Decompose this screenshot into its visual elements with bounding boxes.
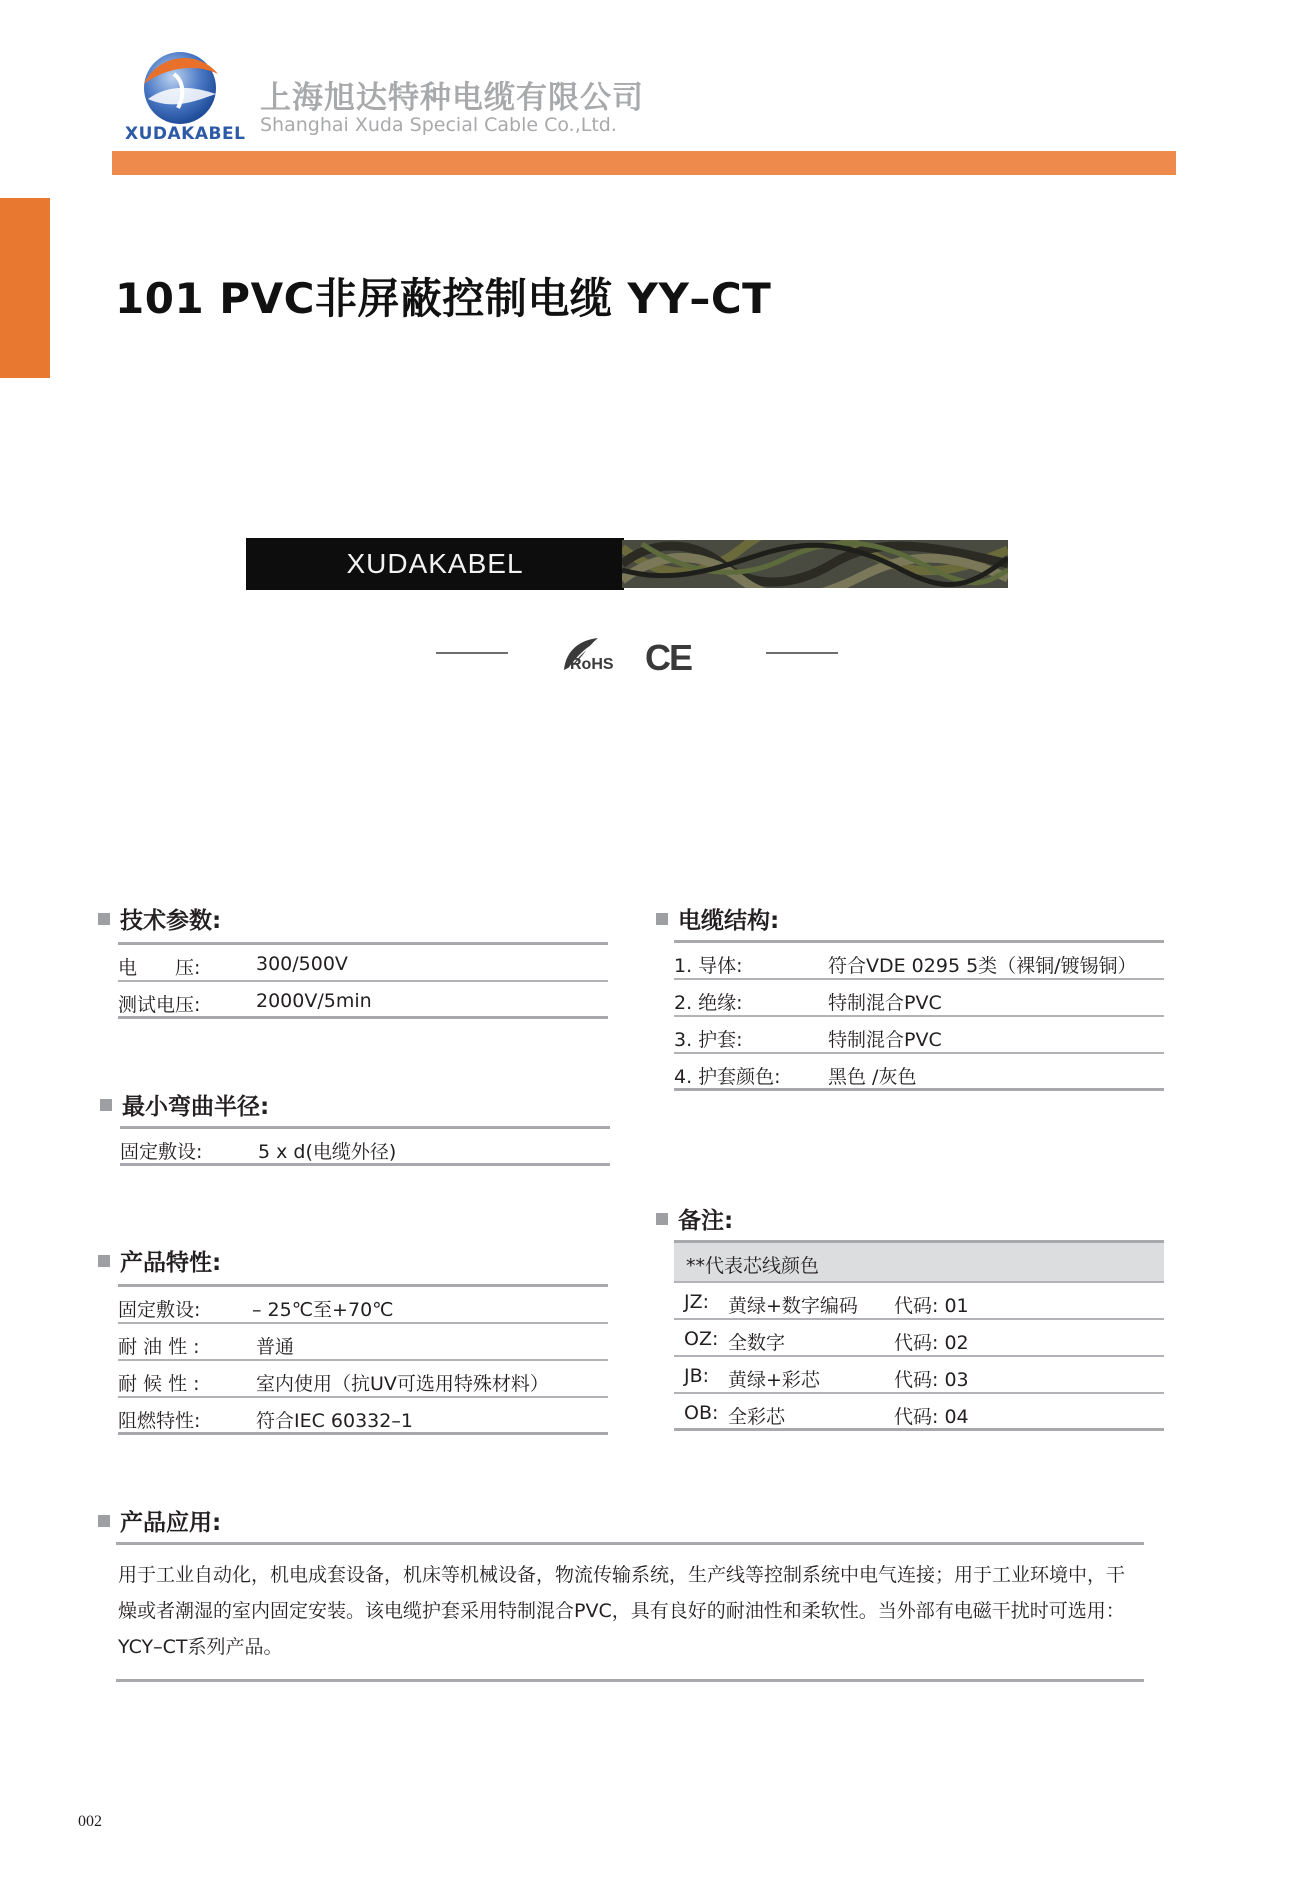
section-bend-heading — [100, 1088, 269, 1121]
table-row — [118, 945, 608, 982]
tech-label: 电 压: — [118, 957, 201, 979]
props-value: 室内使用（抗UV可选用特殊材料） — [256, 1373, 549, 1395]
cert-divider-left — [436, 652, 508, 654]
structure-label: 2. 绝缘: — [674, 992, 743, 1014]
table-row — [120, 1129, 610, 1166]
table-row — [118, 1361, 608, 1398]
notes-table — [674, 1240, 1164, 1431]
notes-desc: 全数字 — [728, 1332, 786, 1354]
bend-value: 5 x d(电缆外径) — [258, 1141, 397, 1163]
side-tab-marker — [0, 198, 50, 378]
notes-type: JZ: — [684, 1291, 710, 1313]
section-application-heading — [98, 1504, 221, 1537]
cable-cores-icon — [622, 540, 1008, 588]
application-text: 用于工业自动化，机电成套设备，机床等机械设备，物流传输系统，生产线等控制系统中电气连接；用于工业环境中，干燥或者潮湿的室内固定安装。该电缆护套采用特制混合PVC，具有良好的耐油性和柔软性。当外部有电磁干扰时可选用：YCY–CT系列产品。 — [118, 1564, 1126, 1658]
header-accent-bar — [112, 151, 1176, 175]
section-bend-title: 最小弯曲半径: — [122, 1094, 270, 1120]
notes-code: 代码: 04 — [894, 1406, 969, 1428]
page-number: 002 — [78, 1813, 102, 1830]
company-name-cn: 上海旭达特种电缆有限公司 — [260, 80, 644, 116]
section-bullet-icon — [98, 1255, 110, 1267]
section-bullet-icon — [100, 1099, 112, 1111]
company-name-en: Shanghai Xuda Special Cable Co.,Ltd. — [260, 114, 617, 136]
section-tech-heading — [98, 902, 221, 935]
table-row — [674, 1283, 1164, 1320]
section-notes-title: 备注: — [678, 1208, 734, 1234]
logo-wordmark: XUDAKABEL — [125, 124, 246, 144]
structure-value: 黑色 /灰色 — [828, 1066, 917, 1088]
notes-code: 代码: 03 — [894, 1369, 969, 1391]
props-label: 耐 油 性 : — [118, 1336, 200, 1358]
table-row — [118, 982, 608, 1019]
structure-value: 符合VDE 0295 5类（裸铜/镀锡铜） — [828, 955, 1137, 977]
application-box — [116, 1542, 1144, 1682]
tech-value: 2000V/5min — [256, 990, 372, 1012]
structure-table — [674, 940, 1164, 1091]
cable-brand-text: XUDAKABEL — [346, 548, 524, 579]
section-bullet-icon — [98, 913, 110, 925]
props-value: 普通 — [256, 1336, 295, 1358]
notes-type: OB: — [684, 1402, 719, 1424]
table-row — [118, 1398, 608, 1435]
structure-value: 特制混合PVC — [828, 992, 942, 1014]
cable-jacket — [246, 538, 624, 590]
props-label: 阻燃特性: — [118, 1410, 201, 1432]
cable-image — [246, 538, 1008, 590]
logo-emblem-icon — [138, 44, 222, 128]
notes-code: 代码: 01 — [894, 1295, 969, 1317]
table-row — [674, 1054, 1164, 1091]
table-row — [674, 1357, 1164, 1394]
structure-label: 4. 护套颜色: — [674, 1066, 781, 1088]
structure-label: 3. 护套: — [674, 1029, 743, 1051]
tech-value: 300/500V — [256, 953, 348, 975]
section-notes-heading — [656, 1202, 733, 1235]
tech-label: 测试电压: — [118, 994, 201, 1016]
structure-value: 特制混合PVC — [828, 1029, 942, 1051]
section-props-title: 产品特性: — [120, 1250, 222, 1276]
section-bullet-icon — [656, 913, 668, 925]
rohs-text: RoHS — [570, 656, 614, 673]
notes-desc: 黄绿+彩芯 — [728, 1369, 820, 1391]
table-row — [118, 1287, 608, 1324]
rohs-mark — [556, 636, 624, 678]
bend-label: 固定敷设: — [120, 1141, 203, 1163]
section-props-heading — [98, 1244, 221, 1277]
notes-desc: 黄绿+数字编码 — [728, 1295, 858, 1317]
section-structure-heading — [656, 902, 779, 935]
section-structure-title: 电缆结构: — [678, 908, 780, 934]
cert-divider-right — [766, 652, 838, 654]
bend-table — [120, 1126, 610, 1166]
table-row — [674, 1394, 1164, 1431]
notes-type: JB: — [684, 1365, 710, 1387]
ce-mark: CE — [645, 637, 692, 678]
props-value: 符合IEC 60332–1 — [256, 1410, 413, 1432]
props-label: 耐 候 性 : — [118, 1373, 200, 1395]
section-bullet-icon — [98, 1515, 110, 1527]
tech-table — [118, 942, 608, 1019]
company-logo — [120, 44, 246, 144]
notes-desc: 全彩芯 — [728, 1406, 786, 1428]
table-row — [674, 943, 1164, 980]
notes-type: OZ: — [684, 1328, 719, 1350]
table-row — [674, 1320, 1164, 1357]
table-row — [674, 980, 1164, 1017]
props-label: 固定敷设: — [118, 1299, 201, 1321]
structure-label: 1. 导体: — [674, 955, 743, 977]
section-application-title: 产品应用: — [120, 1510, 222, 1536]
props-table — [118, 1284, 608, 1435]
notes-header-row — [674, 1243, 1164, 1283]
table-row — [674, 1017, 1164, 1054]
props-value: – 25℃至+70℃ — [252, 1299, 394, 1321]
table-row — [118, 1324, 608, 1361]
notes-header: **代表芯线颜色 — [686, 1255, 820, 1277]
page-title: 101 PVC非屏蔽控制电缆 YY–CT — [115, 274, 772, 323]
section-bullet-icon — [656, 1213, 668, 1225]
notes-code: 代码: 02 — [894, 1332, 969, 1354]
section-tech-title: 技术参数: — [120, 908, 222, 934]
